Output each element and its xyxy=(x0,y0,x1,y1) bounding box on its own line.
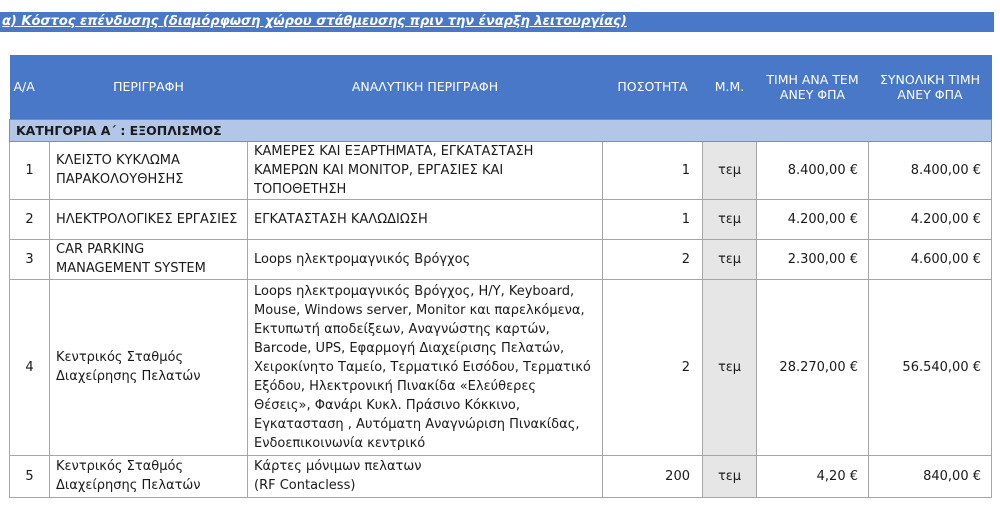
cell-aa: 3 xyxy=(10,239,50,279)
cell-quantity: 2 xyxy=(603,239,703,279)
table-row xyxy=(10,455,992,497)
cell-total-price: 4.200,00 € xyxy=(869,199,992,239)
cell-total-price: 8.400,00 € xyxy=(869,141,992,199)
header-detailed-description: ΑΝΑΛΥΤΙΚΗ ΠΕΡΙΓΡΑΦΗ xyxy=(248,55,603,119)
cell-total-price: 56.540,00 € xyxy=(869,279,992,455)
cell-unit-price: 2.300,00 € xyxy=(757,239,869,279)
cell-description: Κεντρικός Σταθμός Διαχείρησης Πελατών xyxy=(50,279,248,455)
investment-cost-table xyxy=(9,55,992,498)
cell-aa: 1 xyxy=(10,141,50,199)
cell-unit: τεμ xyxy=(703,199,757,239)
cell-unit: τεμ xyxy=(703,455,757,497)
category-row xyxy=(10,119,992,141)
header-quantity: ΠΟΣΟΤΗΤΑ xyxy=(603,55,703,119)
cell-quantity: 1 xyxy=(603,141,703,199)
cell-unit: τεμ xyxy=(703,279,757,455)
table-header-row xyxy=(10,55,992,119)
header-description: ΠΕΡΙΓΡΑΦΗ xyxy=(50,55,248,119)
cell-detailed-description: Loops ηλεκτρομαγνικός Βρόγχος xyxy=(248,239,603,279)
cell-unit-price: 28.270,00 € xyxy=(757,279,869,455)
cell-description: ΚΛΕΙΣΤΟ ΚΥΚΛΩΜΑ ΠΑΡΑΚΟΛΟΥΘΗΣΗΣ xyxy=(50,141,248,199)
cell-detailed-description: Loops ηλεκτρομαγνικός Βρόγχος, Η/Υ, Keyboard, Mouse, Windows server, Monitor και παρελκόμενα, Εκτυπωτή αποδείξεων, Αναγνώστης καρτών, Barcode, UPS, Εφαρμογή Διαχείρισης Πελατών, Χειροκίνητο Ταμείο, Τερματικό Εισόδου, Τερματικό Εξόδου, Ηλεκτρονική Πινακίδα «Ελεύθερες Θέσεις», Φανάρι Κυκλ. Πράσινο Κόκκινο, Εγκατασταση , Αυτόματη Αναγνώριση Πινακίδας, Ενδοεπικοινωνία κεντρικό xyxy=(248,279,603,455)
cell-description: Κεντρικός Σταθμός Διαχείρησης Πελατών xyxy=(50,455,248,497)
cell-unit: τεμ xyxy=(703,141,757,199)
cell-quantity: 2 xyxy=(603,279,703,455)
cell-unit-price: 4.200,00 € xyxy=(757,199,869,239)
cell-detailed-description: Κάρτες μόνιμων πελατων (RF Contacless) xyxy=(248,455,603,497)
table-row xyxy=(10,199,992,239)
cell-unit-price: 8.400,00 € xyxy=(757,141,869,199)
cell-detailed-description: ΚΑΜΕΡΕΣ ΚΑΙ ΕΞΑΡΤΗΜΑΤΑ, ΕΓΚΑΤΑΣΤΑΣΗ ΚΑΜΕΡΩΝ ΚΑΙ ΜΟΝΙΤΟΡ, ΕΡΓΑΣΙΕΣ ΚΑΙ ΤΟΠΟΘΕΤΗΣΗ xyxy=(248,141,603,199)
cell-quantity: 200 xyxy=(603,455,703,497)
cell-description: CAR PARKING MANAGEMENT SYSTEM xyxy=(50,239,248,279)
cell-total-price: 4.600,00 € xyxy=(869,239,992,279)
cell-total-price: 840,00 € xyxy=(869,455,992,497)
cell-aa: 2 xyxy=(10,199,50,239)
cell-unit-price: 4,20 € xyxy=(757,455,869,497)
table-row xyxy=(10,239,992,279)
header-total-price: ΣΥΝΟΛΙΚΗ ΤΙΜΗ ΑΝΕΥ ΦΠΑ xyxy=(869,55,992,119)
cell-detailed-description: ΕΓΚΑΤΑΣΤΑΣΗ ΚΑΛΩΔΙΩΣΗ xyxy=(248,199,603,239)
cell-description: ΗΛΕΚΤΡΟΛΟΓΙΚΕΣ ΕΡΓΑΣΙΕΣ xyxy=(50,199,248,239)
cell-aa: 5 xyxy=(10,455,50,497)
cell-unit: τεμ xyxy=(703,239,757,279)
cell-aa: 4 xyxy=(10,279,50,455)
header-unit: Μ.Μ. xyxy=(703,55,757,119)
cell-quantity: 1 xyxy=(603,199,703,239)
header-unit-price: ΤΙΜΗ ΑΝΑ ΤΕΜ ΑΝΕΥ ΦΠΑ xyxy=(757,55,869,119)
header-aa: Α/Α xyxy=(10,55,50,119)
table-row xyxy=(10,141,992,199)
section-title: α) Κόστος επένδυσης (διαμόρφωση χώρου στάθμευσης πριν την έναρξη λειτουργίας) xyxy=(0,12,994,32)
table-row xyxy=(10,279,992,455)
category-label: ΚΑΤΗΓΟΡΙΑ Α΄ : ΕΞΟΠΛΙΣΜΟΣ xyxy=(10,119,992,141)
